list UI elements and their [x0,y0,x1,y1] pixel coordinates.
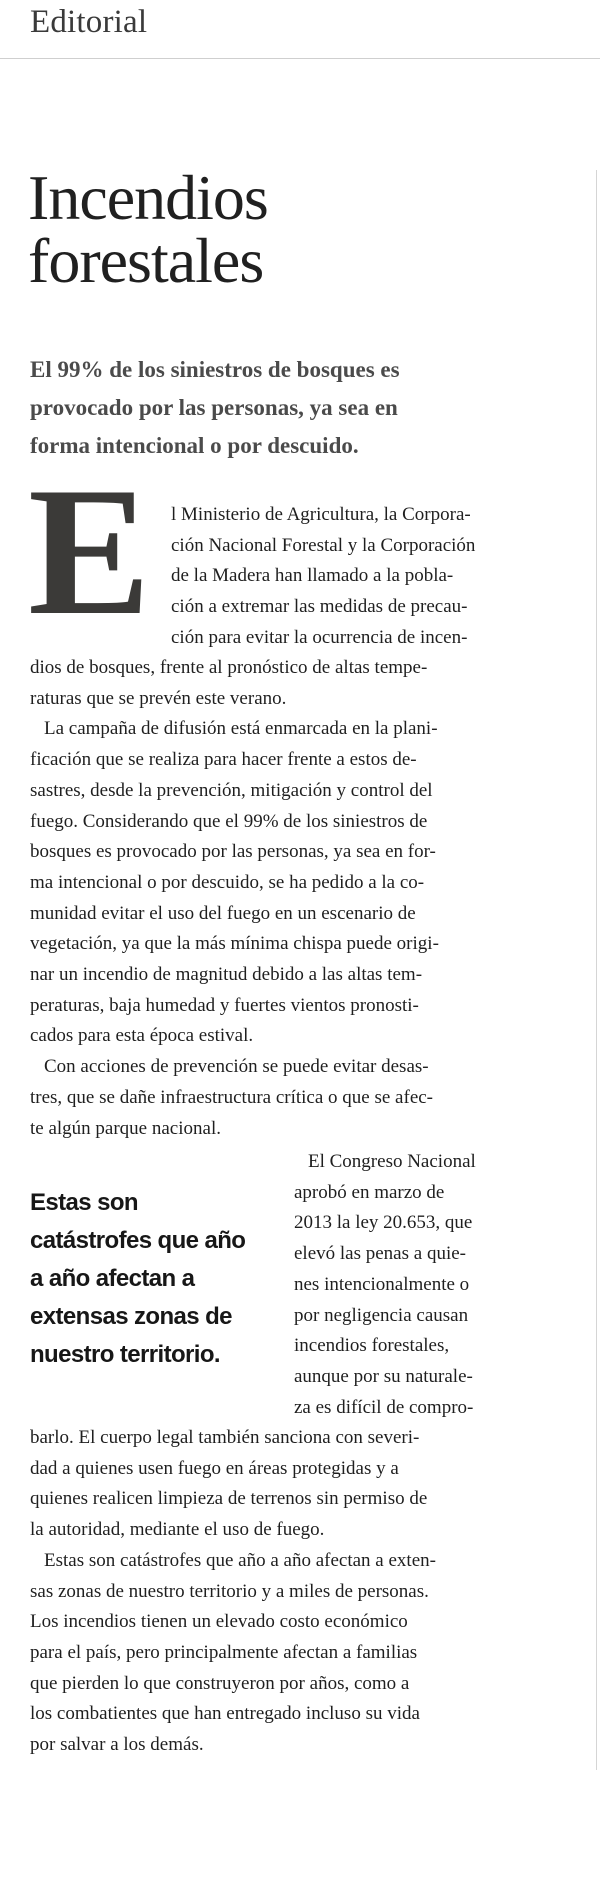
body-line: nes intencionalmente o [294,1273,470,1295]
body-line: aprobó en marzo de [294,1181,445,1203]
body-line: za es difícil de compro- [294,1396,474,1418]
body-line: nar un incendio de magnitud debido a las altas tem- [30,964,423,986]
body-line: ma intencional o por descuido, se ha pedido a la co- [30,871,425,893]
body-text-intro [171,500,475,654]
subheadline-line: El 99% de los siniestros de bosques es [30,357,400,382]
body-line: raturas que se prevén este verano. [30,687,287,709]
subheadline [30,351,570,465]
body-text-beside-quote [294,1147,476,1423]
body-text-main [30,653,439,1144]
body-line: sastres, desde la prevención, mitigación y control del [30,779,433,801]
body-line: barlo. El cuerpo legal también sanciona con severi- [30,1427,420,1448]
pull-quote-line: extensas zonas de [30,1303,232,1330]
body-line: quienes realicen limpieza de terrenos sin permiso de [30,1488,428,1510]
body-line: La campaña de difusión está enmarcada en la plani- [44,718,438,740]
body-line: ción a extremar las medidas de precau- [171,596,468,618]
body-line: l Ministerio de Agricultura, la Corpora- [171,504,471,525]
body-line: dad a quienes usen fuego en áreas protegidas y a [30,1457,399,1479]
headline [28,162,568,296]
body-line: aunque por su naturale- [294,1365,473,1387]
body-line: Estas son catástrofes que año a año afectan a exten- [44,1549,436,1571]
body-line: dios de bosques, frente al pronóstico de altas tempe- [30,657,428,678]
body-line: vegetación, ya que la más mínima chispa puede origi- [30,933,439,955]
body-line: Los incendios tienen un elevado costo económico [30,1611,408,1633]
body-line: por negligencia causan [294,1304,469,1326]
pull-quote [30,1184,275,1374]
body-line: Con acciones de prevención se puede evitar desas- [44,1056,429,1078]
body-line: ción para evitar la ocurrencia de incen- [171,626,468,648]
body-line: ción Nacional Forestal y la Corporación [171,534,476,556]
headline-line: forestales [28,225,264,296]
body-line: sas zonas de nuestro territorio y a miles de personas. [30,1580,429,1602]
body-line: bosques es provocado por las personas, ya sea en for- [30,841,436,863]
body-line: por salvar a los demás. [30,1734,204,1756]
body-line: elevó las penas a quie- [294,1243,466,1265]
body-line: El Congreso Nacional [308,1151,476,1172]
body-line: fuego. Considerando que el 99% de los siniestros de [30,810,428,832]
pull-quote-line: a año afectan a [30,1265,195,1292]
body-line: ficación que se realiza para hacer frente a estos de- [30,749,417,771]
pull-quote-line: Estas son [30,1189,138,1216]
body-line: munidad evitar el uso del fuego en un escenario de [30,902,416,924]
body-line: 2013 la ley 20.653, que [294,1212,473,1234]
subheadline-line: forma intencional o por descuido. [30,433,359,458]
body-line: los combatientes que han entregado incluso su vida [30,1703,420,1725]
body-line: peraturas, baja humedad y fuertes vientos pronosti- [30,994,419,1016]
pull-quote-line: nuestro territorio. [30,1341,220,1368]
headline-line: Incendios [28,162,268,233]
section-label: Editorial [30,4,148,40]
body-line: de la Madera han llamado a la pobla- [171,565,454,587]
body-line: que pierden lo que construyeron por años, como a [30,1672,410,1694]
body-text-closing [30,1423,436,1761]
column-divider [596,170,597,1770]
pull-quote-line: catástrofes que año [30,1227,246,1254]
body-line: incendios forestales, [294,1335,450,1357]
body-line: para el país, pero principalmente afectan a familias [30,1641,418,1663]
body-line: cados para esta época estival. [30,1025,254,1047]
body-line: la autoridad, mediante el uso de fuego. [30,1519,325,1541]
drop-cap: E [28,449,151,653]
subheadline-line: provocado por las personas, ya sea en [30,395,398,420]
body-line: te algún parque nacional. [30,1117,221,1139]
body-line: tres, que se dañe infraestructura crítica o que se afec- [30,1086,434,1108]
header-divider [0,58,600,59]
